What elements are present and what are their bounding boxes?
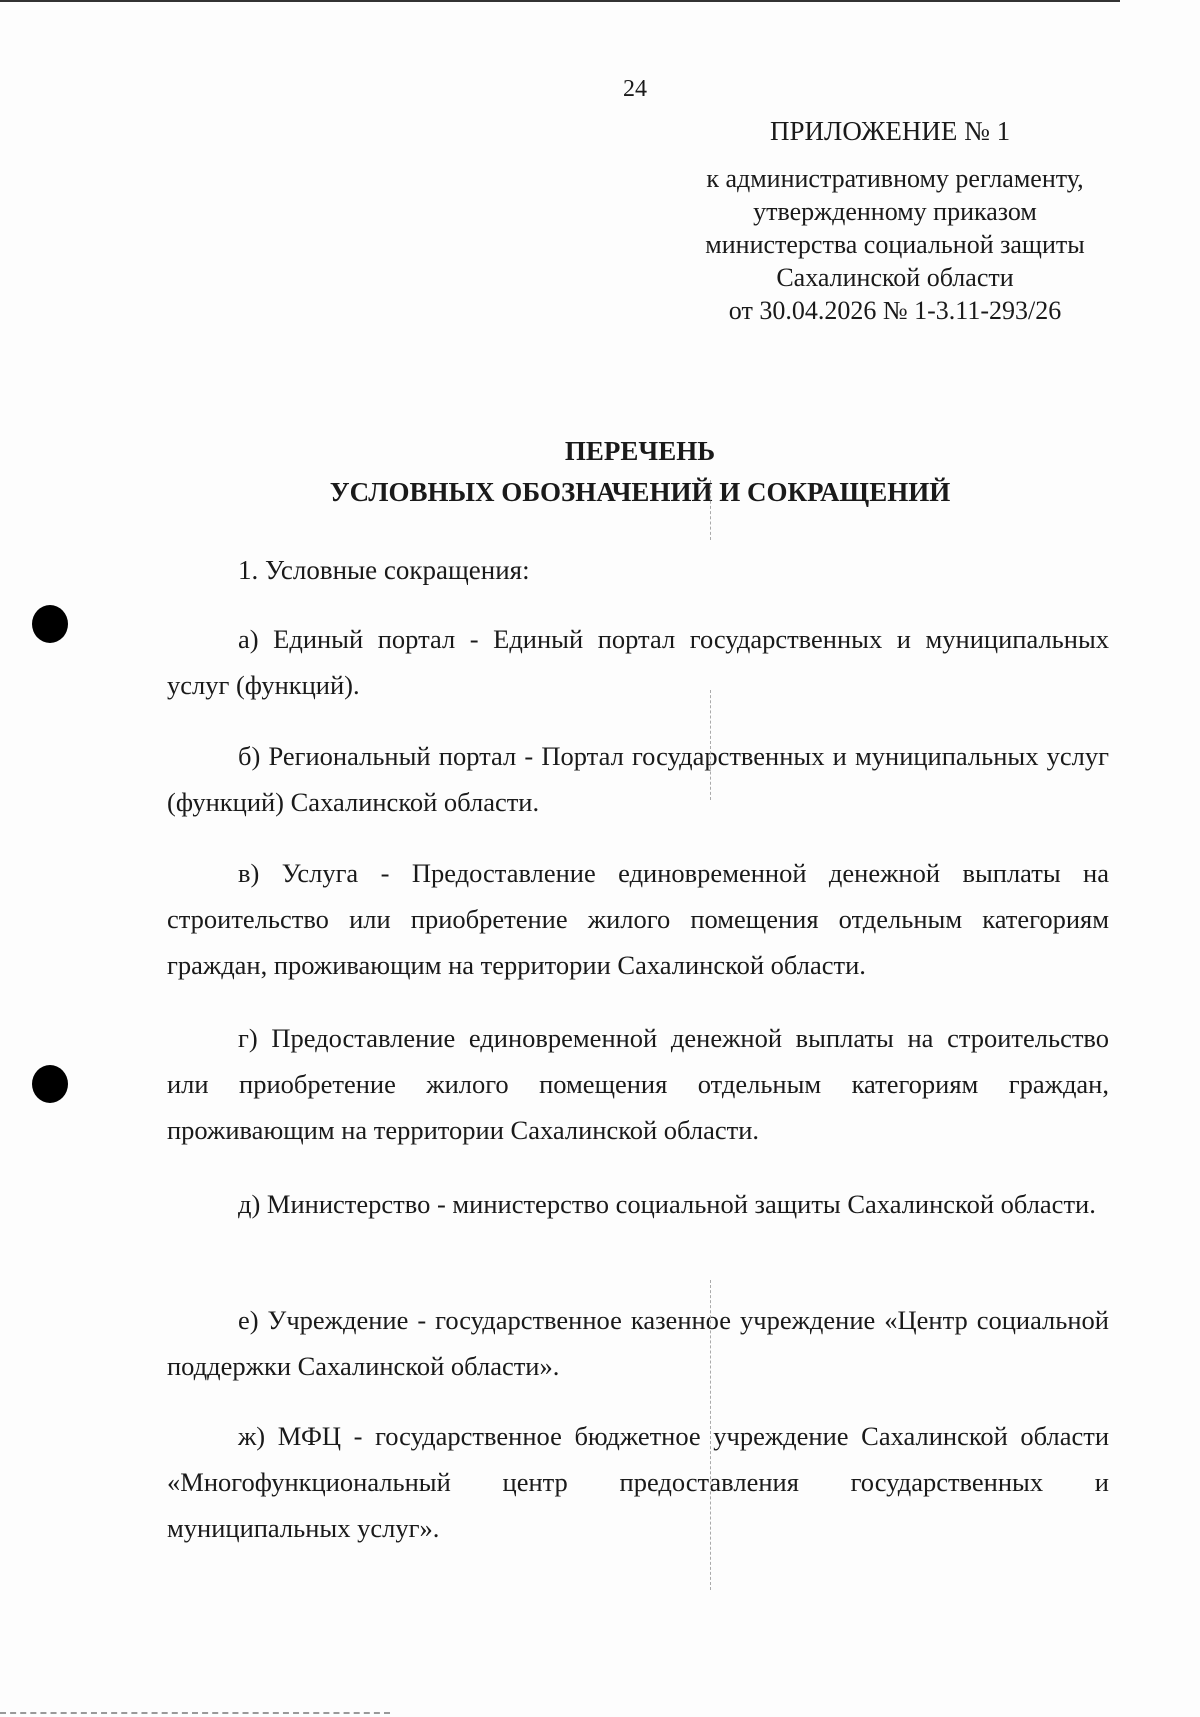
list-item: в) Услуга - Предоставление единовременной денежной выплаты на строительство или приобретение жилого помещения отдельным категориям граждан, проживающим на территории Сахалинской области. [167,858,1109,980]
appendix-line: министерства социальной защиты [705,230,1085,259]
heading-line-1: ПЕРЕЧЕНЬ [564,436,716,466]
scan-fold-line [710,1280,711,1590]
appendix-line: к административному регламенту, [706,164,1084,193]
appendix-line: утвержденному приказом [753,197,1037,226]
punch-hole [32,1065,68,1103]
heading-line-2: УСЛОВНЫХ ОБОЗНАЧЕНИЙ И СОКРАЩЕНИЙ [329,477,951,507]
list-item: а) Единый портал - Единый портал государственных и муниципальных услуг (функций). [167,624,1109,700]
scan-fold-line [710,480,711,540]
scan-fold-line [710,690,711,800]
punch-hole [32,605,68,643]
appendix-line: от 30.04.2026 № 1-3.11-293/26 [728,296,1062,325]
list-item: ж) МФЦ - государственное бюджетное учреждение Сахалинской области «Многофункциональный центр предоставления государственных и муниципальных услуг». [167,1421,1109,1543]
page-number: 24 [623,76,647,102]
list-item: б) Региональный портал - Портал государственных и муниципальных услуг (функций) Сахалинской области. [167,741,1109,817]
page-top-edge [0,0,1120,2]
appendix-line: Сахалинской области [776,263,1014,292]
appendix-title: ПРИЛОЖЕНИЕ № 1 [770,116,1011,146]
section-title: 1. Условные сокращения: [238,555,530,585]
list-item: г) Предоставление единовременной денежной выплаты на строительство или приобретение жилого помещения отдельным категориям граждан, проживающим на территории Сахалинской области. [167,1023,1109,1145]
page-bottom-edge [0,1712,390,1716]
list-item: д) Министерство - министерство социальной защиты Сахалинской области. [238,1189,1096,1219]
list-item: е) Учреждение - государственное казенное учреждение «Центр социальной поддержки Сахалинской области». [167,1305,1109,1381]
